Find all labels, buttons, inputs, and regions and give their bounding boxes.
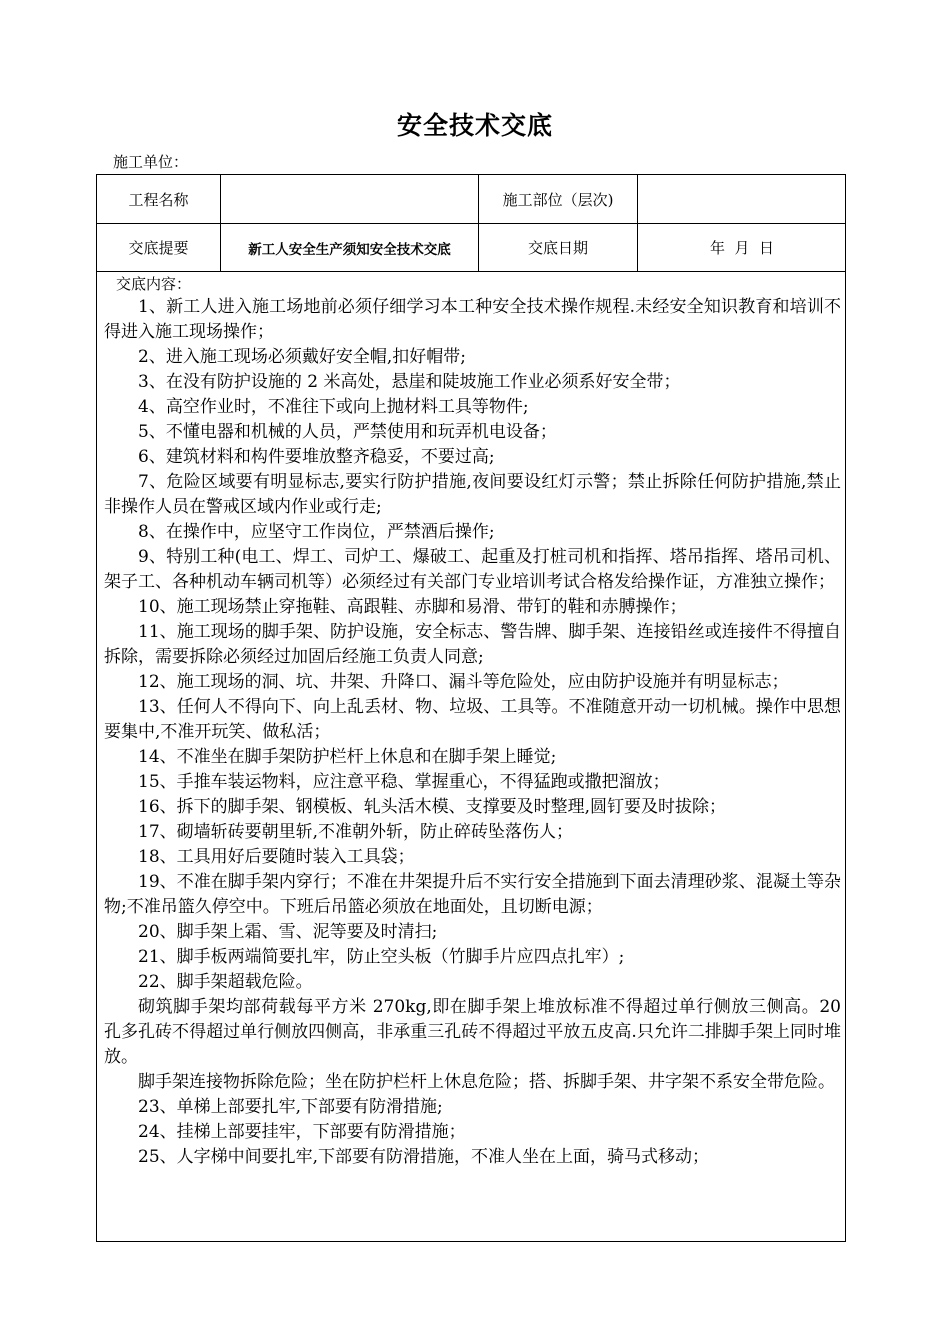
disclosure-table [96, 174, 846, 1242]
document-title: 安全技术交底 [396, 111, 553, 140]
content-paragraph: 7、危险区域要有明显标志,要实行防护措施,夜间要设红灯示警；禁止拆除任何防护措施,禁止非操作人员在警戒区域内作业或行走; [104, 472, 841, 517]
content-paragraph: 10、施工现场禁止穿拖鞋、高跟鞋、赤脚和易滑、带钉的鞋和赤膊操作； [138, 597, 687, 617]
content-paragraph: 25、人字梯中间要扎牢,下部要有防滑措施，不准人坐在上面，骑马式移动； [138, 1147, 710, 1167]
content-paragraph: 2、进入施工现场必须戴好安全帽,扣好帽带; [138, 347, 466, 367]
summary-value: 新工人安全生产须知安全技术交底 [248, 241, 451, 258]
content-paragraph: 20、脚手架上霜、雪、泥等要及时清扫; [138, 922, 438, 942]
content-paragraph: 18、工具用好后要随时装入工具袋； [138, 847, 415, 867]
content-paragraph: 8、在操作中，应坚守工作岗位，严禁酒后操作; [138, 522, 495, 542]
construction-unit-label: 施工单位： [113, 153, 189, 171]
content-paragraph: 14、不准坐在脚手架防护栏杆上休息和在脚手架上睡觉; [138, 747, 557, 767]
content-paragraph: 13、任何人不得向下、向上乱丢材、物、垃圾、工具等。不准随意开动一切机械。操作中思想要集中,不准开玩笑、做私活； [104, 697, 841, 742]
content-paragraph: 3、在没有防护设施的 2 米高处，悬崖和陡坡施工作业必须系好安全带； [138, 372, 681, 392]
content-paragraph: 脚手架连接物拆除危险；坐在防护栏杆上休息危险；搭、拆脚手架、井字架不系安全带危险。 [138, 1072, 835, 1092]
content-paragraph: 22、脚手架超载危险。 [138, 972, 313, 992]
summary-label: 交底提要 [128, 239, 189, 257]
content-paragraph: 6、建筑材料和构件要堆放整齐稳妥，不要过高; [138, 447, 495, 467]
content-paragraph: 21、脚手板两端简要扎牢，防止空头板（竹脚手片应四点扎牢）; [138, 947, 625, 967]
disclosure-date-value[interactable]: 年 月 日 [709, 239, 775, 257]
disclosure-content [97, 272, 847, 1170]
disclosure-date-label: 交底日期 [527, 239, 588, 257]
content-paragraph: 5、不懂电器和机械的人员，严禁使用和玩弄机电设备； [138, 422, 557, 442]
content-paragraph: 15、手推车装运物料，应注意平稳、掌握重心，不得猛跑或撒把溜放； [138, 772, 670, 792]
content-paragraph: 9、特别工种(电工、焊工、司炉工、爆破工、起重及打桩司机和指挥、塔吊指挥、塔吊司机、架子工、各种机动车辆司机等）必须经过有关部门专业培训考试合格发给操作证，方准独立操作； [104, 547, 841, 592]
construction-location-value[interactable] [638, 175, 846, 223]
content-paragraph: 16、拆下的脚手架、钢模板、轧头活木模、支撑要及时整理,圆钉要及时拔除； [138, 797, 727, 817]
content-paragraph: 砌筑脚手架均部荷载每平方米 270kg,即在脚手架上堆放标准不得超过单行侧放三侧高。20 孔多孔砖不得超过单行侧放四侧高，非承重三孔砖不得超过平放五皮高.只允许二排脚手架上同时堆放。 [104, 997, 841, 1067]
project-name-label: 工程名称 [128, 190, 189, 209]
content-paragraph: 23、单梯上部要扎牢,下部要有防滑措施; [138, 1097, 443, 1117]
content-paragraph: 17、砌墙斩砖要朝里斩,不准朝外斩，防止碎砖坠落伤人； [138, 822, 574, 842]
content-paragraph: 1、新工人进入施工场地前必须仔细学习本工种安全技术操作规程.未经安全知识教育和培训不得进入施工现场操作； [104, 297, 841, 342]
content-paragraph: 12、施工现场的洞、坑、井架、升降口、漏斗等危险处，应由防护设施并有明显标志； [138, 672, 789, 692]
content-paragraph: 24、挂梯上部要挂牢，下部要有防滑措施； [138, 1122, 466, 1142]
content-paragraph: 19、不准在脚手架内穿行；不准在井架提升后不实行安全措施到下面去清理砂浆、混凝土等杂物;不准吊篮久停空中。下班后吊篮必须放在地面处，且切断电源； [104, 872, 841, 917]
construction-location-label: 施工部位（层次) [502, 190, 614, 209]
construction-unit-line [113, 151, 388, 172]
content-label: 交底内容： [116, 275, 192, 293]
project-name-value[interactable] [221, 175, 478, 223]
content-paragraph: 11、施工现场的脚手架、防护设施，安全标志、警告牌、脚手架、连接铅丝或连接件不得擅自拆除，需要拆除必须经过加固后经施工负责人同意; [104, 622, 841, 667]
content-paragraph: 4、高空作业时，不准往下或向上抛材料工具等物件; [138, 397, 529, 417]
